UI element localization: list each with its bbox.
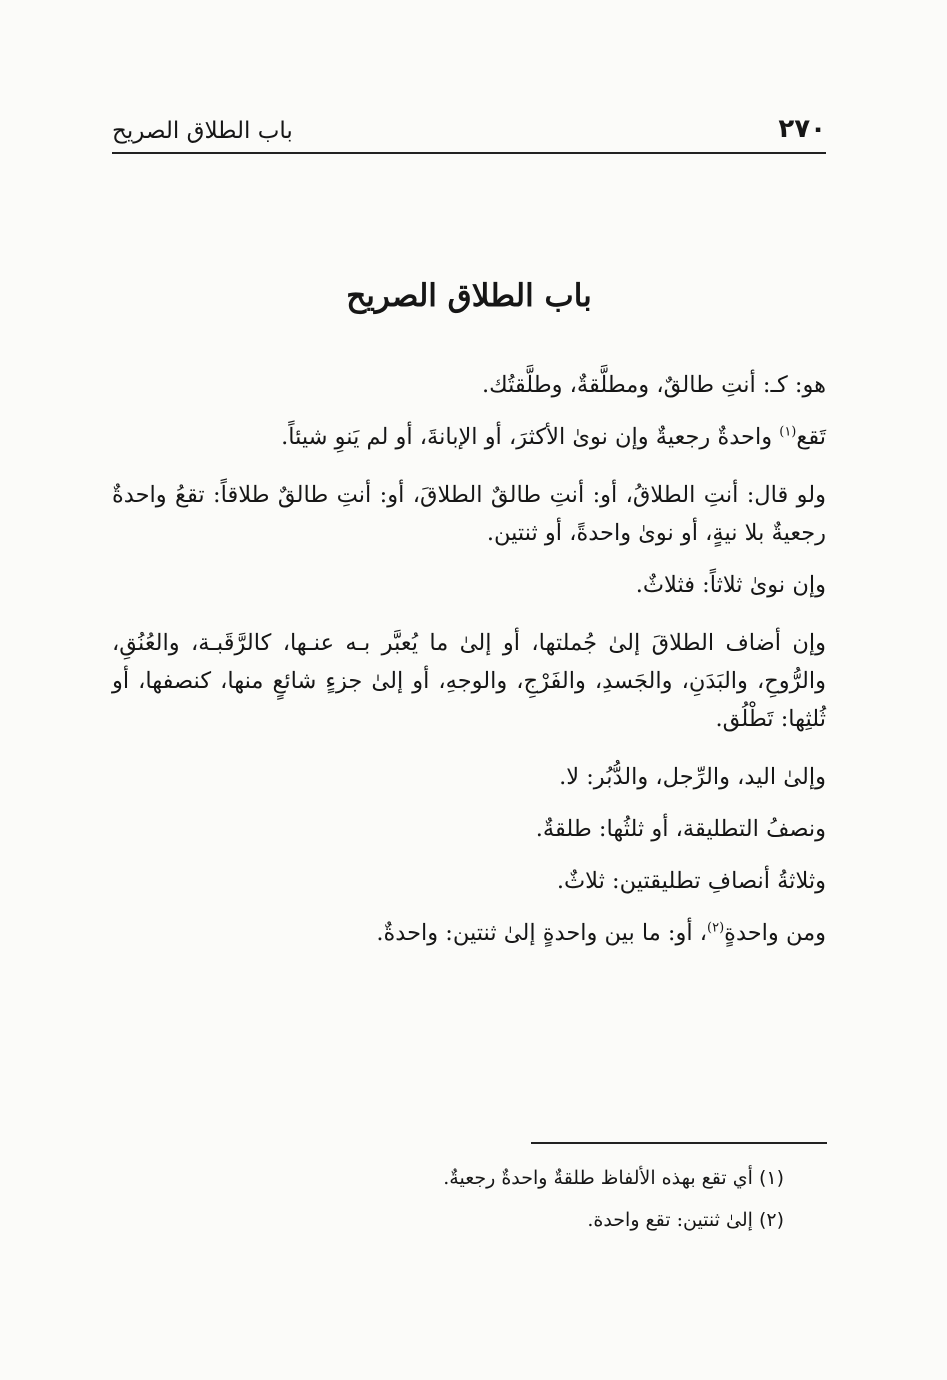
paragraph-text: ، أو: ما بين واحدةٍ إلىٰ ثنتين: واحدةٌ. (376, 920, 708, 946)
chapter-title: باب الطلاق الصريح (346, 278, 592, 314)
paragraph (112, 914, 826, 952)
footnote-ref: (٢) (707, 920, 725, 936)
footnote-separator (531, 1142, 827, 1144)
footnote-ref: (١) (779, 424, 797, 440)
footnote-text: أي تقع بهذه الألفاظ طلقةٌ واحدةٌ رجعيةٌ. (443, 1167, 753, 1189)
paragraph: ولو قال: أنتِ الطلاقُ، أو: أنتِ طالقٌ الطلاقَ، أو: أنتِ طالقٌ طلاقاً: تقعُ واحدةٌ رجعيةٌ بلا نيةٍ، أو نوىٰ واحدةً، أو ثنتين. (112, 482, 826, 546)
page-number: ٢٧٠ (778, 114, 826, 144)
paragraph: ونصفُ التطليقة، أو ثلثُها: طلقةٌ. (535, 816, 826, 842)
footnote-number: (٢) (758, 1209, 784, 1231)
paragraph: وإن نوىٰ ثلاثاً: فثلاثٌ. (635, 572, 826, 598)
footnotes (112, 1164, 784, 1234)
paragraph: هو: كـ: أنتِ طالقٌ، ومطلَّقةٌ، وطلَّقتُك. (481, 372, 826, 398)
paragraph (112, 418, 826, 456)
running-title: باب الطلاق الصريح (112, 118, 293, 144)
paragraph-text: تَقع (796, 424, 826, 450)
paragraph-text: ومن واحدةٍ (724, 920, 826, 946)
body-text (112, 366, 826, 952)
paragraph-text: واحدةٌ رجعيةٌ وإن نوىٰ الأكثرَ، أو الإبانةَ، أو لم يَنوِ شيئاً. (281, 424, 780, 450)
running-header (112, 112, 826, 154)
footnote-text: إلىٰ ثنتين: تقع واحدة. (587, 1209, 753, 1231)
paragraph: وثلاثةُ أنصافِ تطليقتين: ثلاثٌ. (556, 868, 826, 894)
paragraph: وإن أضاف الطلاقَ إلىٰ جُملتها، أو إلىٰ ما يُعبَّر بـه عنـها، كالرَّقَبـة، والعُنُقِ، والرُّوحِ، والبَدَنِ، والجَسدِ، والفَرْجِ، والوجهِ، أو إلىٰ جزءٍ شائعٍ منها، كنصفها، أو ثُلثِها: تَطْلُق. (112, 630, 826, 732)
footnote (112, 1164, 784, 1192)
footnote-number: (١) (758, 1167, 784, 1189)
paragraph: وإلىٰ اليد، والرِّجل، والدُّبُر: لا. (559, 764, 826, 790)
footnote (112, 1206, 784, 1234)
